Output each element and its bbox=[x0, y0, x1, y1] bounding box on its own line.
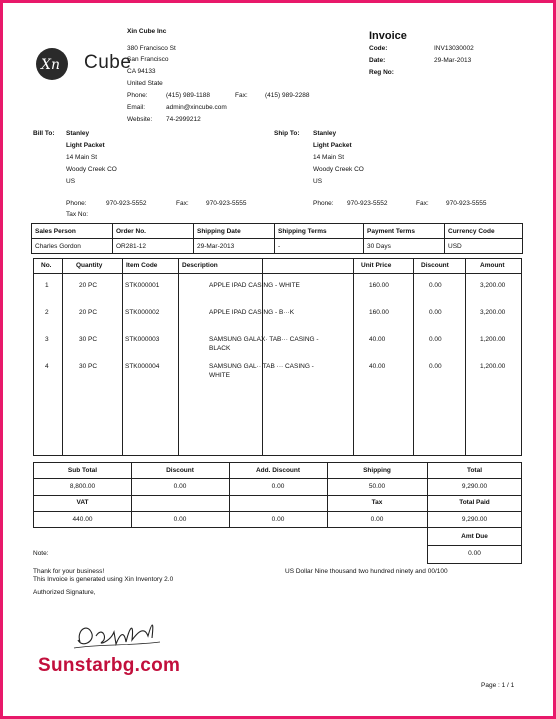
amount-due-value: 0.00 bbox=[468, 550, 481, 557]
tax-value: 0.00 bbox=[370, 516, 384, 523]
ship-to-company: Light Packet bbox=[313, 142, 352, 149]
column-divider bbox=[465, 259, 466, 455]
amount-due-box bbox=[427, 528, 522, 564]
sub-total-label: Sub Total bbox=[67, 467, 98, 474]
meta-value: 29-Mar-2013 bbox=[194, 239, 275, 254]
company-address-2: San Francisco bbox=[127, 56, 169, 63]
meta-header: Shipping Date bbox=[194, 224, 275, 239]
company-fax: (415) 989-2288 bbox=[265, 92, 310, 99]
company-address-3: CA 94133 bbox=[127, 68, 156, 75]
ship-to-fax-label: Fax: bbox=[416, 200, 429, 207]
meta-header: Currency Code bbox=[445, 224, 523, 239]
svg-text:Xn: Xn bbox=[41, 57, 60, 73]
item-amount: 1,200.00 bbox=[480, 363, 506, 370]
company-address-4: United State bbox=[127, 80, 163, 87]
items-header: Description bbox=[182, 262, 218, 269]
column-divider bbox=[178, 259, 179, 455]
item-price: 160.00 bbox=[369, 309, 389, 316]
shipping-label: Shipping bbox=[363, 467, 391, 474]
items-header: Amount bbox=[480, 262, 505, 269]
item-amount: 3,200.00 bbox=[480, 282, 506, 289]
thanks-text: Thank for your business! bbox=[33, 568, 105, 575]
column-divider bbox=[413, 259, 414, 455]
bill-to-fax-label: Fax: bbox=[176, 200, 189, 207]
bill-to-city: Woody Creek CO bbox=[66, 166, 117, 173]
company-logo-icon bbox=[34, 44, 84, 84]
invoice-code: INV13030002 bbox=[434, 45, 474, 52]
item-amount: 3,200.00 bbox=[480, 309, 506, 316]
company-fax-label: Fax: bbox=[235, 92, 248, 99]
item-qty: 30 PC bbox=[79, 363, 98, 370]
column-divider bbox=[353, 259, 354, 455]
total-paid-value: 9,290.00 bbox=[461, 516, 488, 523]
item-price: 40.00 bbox=[369, 336, 386, 343]
add-discount-value: 0.00 bbox=[271, 483, 285, 490]
item-code: STK000004 bbox=[125, 363, 160, 370]
row-divider bbox=[34, 495, 521, 496]
watermark-text: Sunstarbg.com bbox=[38, 655, 181, 676]
company-name: Xin Cube Inc bbox=[127, 28, 167, 35]
items-header: Unit Price bbox=[361, 262, 392, 269]
discount-label: Discount bbox=[166, 467, 194, 474]
invoice-date-label: Date: bbox=[369, 57, 386, 64]
total-value: 9,290.00 bbox=[461, 483, 488, 490]
row-divider bbox=[428, 545, 521, 546]
row-divider bbox=[34, 511, 521, 512]
item-no: 3 bbox=[45, 336, 49, 343]
page-number: Page : 1 / 1 bbox=[481, 682, 515, 689]
meta-value: 30 Days bbox=[364, 239, 445, 254]
amount-due-label: Amt Due bbox=[461, 533, 488, 540]
item-qty: 20 PC bbox=[79, 282, 98, 289]
column-divider bbox=[122, 259, 123, 455]
totals-table bbox=[33, 462, 522, 528]
item-desc: APPLE IPAD CASING - WHITE bbox=[209, 282, 300, 289]
items-header: Discount bbox=[421, 262, 449, 269]
bill-to-company: Light Packet bbox=[66, 142, 105, 149]
ship-to-phone-label: Phone: bbox=[313, 200, 334, 207]
item-code: STK000001 bbox=[125, 282, 160, 289]
item-desc-line2: WHITE bbox=[209, 372, 230, 379]
order-meta-table bbox=[31, 223, 523, 254]
add-discount-label: Add. Discount bbox=[255, 467, 301, 474]
ship-to-fax: 970-923-5555 bbox=[446, 200, 487, 207]
ship-to-country: US bbox=[313, 178, 323, 185]
sub-total-value: 8,800.00 bbox=[69, 483, 96, 490]
invoice-date: 29-Mar-2013 bbox=[434, 57, 472, 64]
meta-header: Payment Terms bbox=[364, 224, 445, 239]
invoice-code-label: Code: bbox=[369, 45, 388, 52]
item-code: STK000003 bbox=[125, 336, 160, 343]
ship-to-city: Woody Creek CO bbox=[313, 166, 364, 173]
item-no: 1 bbox=[45, 282, 49, 289]
total-paid-label: Total Paid bbox=[459, 499, 490, 506]
ship-to-phone: 970-923-5552 bbox=[347, 200, 388, 207]
meta-header: Order No. bbox=[113, 224, 194, 239]
meta-header: Shipping Terms bbox=[275, 224, 364, 239]
company-phone: (415) 989-1188 bbox=[166, 92, 210, 99]
bill-to-fax: 970-923-5555 bbox=[206, 200, 247, 207]
logo-text: Cube bbox=[84, 52, 132, 73]
item-qty: 20 PC bbox=[79, 309, 98, 316]
note-label: Note: bbox=[33, 550, 49, 557]
row-divider bbox=[34, 478, 521, 479]
items-header: Item Code bbox=[126, 262, 158, 269]
meta-value: USD bbox=[445, 239, 523, 254]
company-website: 74-2999212 bbox=[166, 116, 201, 123]
bill-to-phone-label: Phone: bbox=[66, 200, 87, 207]
item-discount: 0.00 bbox=[429, 282, 442, 289]
invoice-reg-label: Reg No: bbox=[369, 69, 394, 76]
vat-label: VAT bbox=[76, 499, 89, 506]
item-discount: 0.00 bbox=[429, 309, 442, 316]
company-phone-label: Phone: bbox=[127, 92, 148, 99]
item-amount: 1,200.00 bbox=[480, 336, 506, 343]
item-desc: SAMSUNG GALAX· TAB··· CASING - bbox=[209, 336, 319, 343]
generated-text: This Invoice is generated using Xin Inventory 2.0 bbox=[33, 576, 174, 583]
bill-to-label: Bill To: bbox=[33, 130, 55, 137]
ship-to-street: 14 Main St bbox=[313, 154, 345, 161]
bill-to-name: Stanley bbox=[66, 130, 90, 137]
bill-to-street: 14 Main St bbox=[66, 154, 98, 161]
items-header: No. bbox=[41, 262, 52, 269]
invoice-title: Invoice bbox=[369, 30, 407, 42]
tax-label: Tax bbox=[371, 499, 383, 506]
item-desc: SAMSUNG GAL·· TAB ··· CASING - bbox=[209, 363, 314, 370]
bill-to-country: US bbox=[66, 178, 76, 185]
column-divider bbox=[62, 259, 63, 455]
item-desc: APPLE IPAD CASING - B···K bbox=[209, 309, 295, 316]
meta-header: Sales Person bbox=[32, 224, 113, 239]
item-no: 4 bbox=[45, 363, 49, 370]
meta-value: - bbox=[275, 239, 364, 254]
vat-value: 440.00 bbox=[72, 516, 93, 523]
item-discount: 0.00 bbox=[429, 363, 442, 370]
vat-col3-value: 0.00 bbox=[271, 516, 285, 523]
bill-to-tax-label: Tax No: bbox=[66, 211, 89, 218]
company-email: admin@xincube.com bbox=[166, 104, 227, 111]
total-label: Total bbox=[466, 467, 483, 474]
item-code: STK000002 bbox=[125, 309, 160, 316]
authorized-signature-label: Authorized Signature, bbox=[33, 589, 96, 596]
amount-in-words: US Dollar Nine thousand two hundred ninety and 00/100 bbox=[285, 568, 448, 575]
ship-to-label: Ship To: bbox=[274, 130, 300, 137]
discount-value: 0.00 bbox=[173, 483, 187, 490]
meta-value: OR281-12 bbox=[113, 239, 194, 254]
item-discount: 0.00 bbox=[429, 336, 442, 343]
item-no: 2 bbox=[45, 309, 49, 316]
ship-to-name: Stanley bbox=[313, 130, 337, 137]
bill-to-phone: 970-923-5552 bbox=[106, 200, 147, 207]
items-table bbox=[33, 258, 522, 456]
shipping-value: 50.00 bbox=[368, 483, 386, 490]
item-qty: 30 PC bbox=[79, 336, 98, 343]
signature-icon bbox=[68, 612, 168, 657]
meta-value: Charles Gordon bbox=[32, 239, 113, 254]
item-price: 40.00 bbox=[369, 363, 386, 370]
company-website-label: Website: bbox=[127, 116, 153, 123]
company-address-1: 380 Francisco St bbox=[127, 45, 176, 52]
vat-col2-value: 0.00 bbox=[173, 516, 187, 523]
item-desc-line2: BLACK bbox=[209, 345, 231, 352]
item-price: 160.00 bbox=[369, 282, 389, 289]
items-header: Quantity bbox=[76, 262, 103, 269]
company-email-label: Email: bbox=[127, 104, 146, 111]
